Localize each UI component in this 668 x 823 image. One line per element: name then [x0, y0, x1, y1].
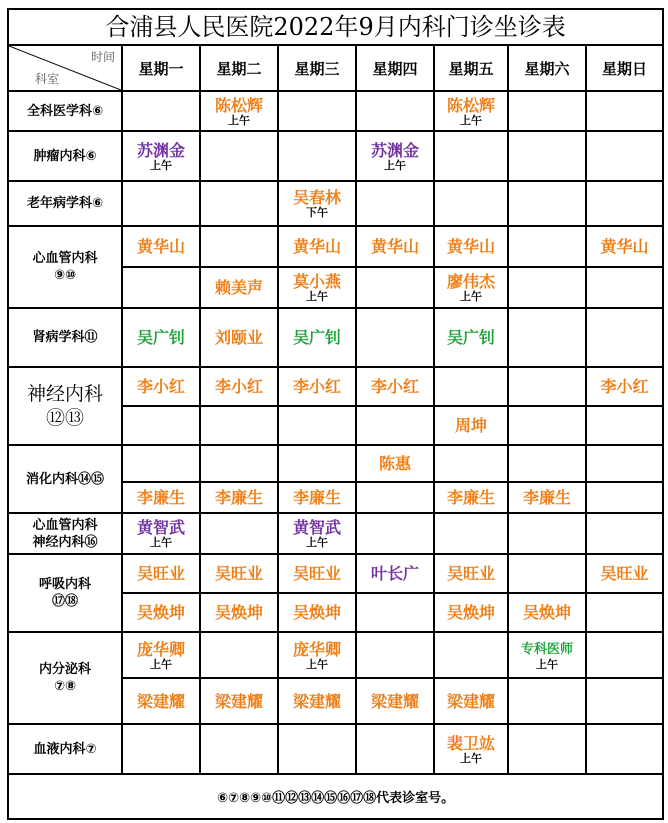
- schedule-cell: [278, 308, 356, 367]
- schedule-cell: [200, 678, 278, 724]
- doctor-name: 陈松辉: [446, 95, 495, 115]
- schedule-cell: [434, 554, 508, 593]
- schedule-cell: [508, 445, 586, 482]
- schedule-cell: [508, 482, 586, 513]
- schedule-cell: [200, 308, 278, 367]
- doctor-name: 李小红: [370, 377, 419, 396]
- dept-endocrinology: [8, 632, 122, 724]
- doctor-name: 吴旺业: [136, 564, 185, 583]
- schedule-cell: [122, 482, 200, 513]
- session-label: 上午: [306, 290, 328, 303]
- schedule-cell: [434, 406, 508, 445]
- doctor-name: 吴焕坤: [214, 603, 263, 622]
- doctor-name: 莫小燕: [292, 272, 341, 291]
- doctor-name: 梁建耀: [214, 691, 263, 711]
- schedule-cell: [356, 181, 434, 226]
- schedule-cell: [122, 593, 200, 632]
- dept-cardio-neuro-line2: 神经内科⑯: [32, 534, 98, 550]
- session-label: 上午: [460, 290, 482, 303]
- schedule-cell: [122, 554, 200, 593]
- schedule-cell: [200, 181, 278, 226]
- session-label: 上午: [150, 158, 172, 172]
- schedule-cell: [434, 513, 508, 554]
- schedule-cell: [508, 678, 586, 724]
- schedule-cell: [122, 267, 200, 308]
- doctor-name: 梁建耀: [446, 691, 495, 711]
- schedule-cell: [586, 367, 663, 406]
- schedule-cell: [278, 678, 356, 724]
- dept-hematology: 血液内科⑦: [8, 724, 122, 774]
- clinic-schedule-table: [7, 8, 664, 820]
- schedule-cell: [278, 445, 356, 482]
- dept-endocrinology-rooms: ⑦⑧: [53, 679, 76, 694]
- doctor-name: 梁建耀: [292, 691, 341, 711]
- schedule-cell: [434, 445, 508, 482]
- day-header-tue: 星期二: [200, 45, 278, 91]
- doctor-name: 吴春林: [292, 188, 341, 207]
- doctor-name: 黄华山: [136, 237, 185, 256]
- schedule-cell: [356, 406, 434, 445]
- schedule-cell: [278, 226, 356, 267]
- dept-cardiology: [8, 226, 122, 308]
- dept-neurology: [8, 367, 122, 445]
- schedule-cell: [122, 91, 200, 131]
- schedule-cell: [200, 513, 278, 554]
- schedule-cell: [586, 445, 663, 482]
- schedule-cell: [356, 513, 434, 554]
- doctor-name: 李小红: [600, 377, 649, 396]
- dept-cardiology-name: 心血管内科: [32, 251, 98, 266]
- schedule-cell: [122, 226, 200, 267]
- header-corner-cell: [8, 45, 122, 91]
- schedule-cell: [278, 91, 356, 131]
- schedule-cell: [356, 91, 434, 131]
- schedule-cell: [586, 131, 663, 181]
- doctor-name: 李廉生: [214, 488, 263, 507]
- schedule-cell: [122, 181, 200, 226]
- doctor-name: 吴广钊: [292, 328, 341, 347]
- schedule-cell: [356, 482, 434, 513]
- doctor-name: 庞华卿: [292, 639, 341, 659]
- schedule-cell: [200, 91, 278, 131]
- schedule-cell: [586, 308, 663, 367]
- day-header-sun: 星期日: [586, 45, 663, 91]
- schedule-cell: [200, 482, 278, 513]
- schedule-cell: [586, 181, 663, 226]
- schedule-cell: [200, 593, 278, 632]
- corner-dept-label: 科室: [35, 72, 60, 86]
- schedule-cell: [508, 406, 586, 445]
- schedule-cell: [278, 367, 356, 406]
- schedule-cell: [508, 632, 586, 678]
- schedule-cell: [434, 181, 508, 226]
- schedule-cell: [278, 724, 356, 774]
- schedule-cell: [434, 308, 508, 367]
- schedule-cell: [434, 226, 508, 267]
- schedule-cell: [356, 632, 434, 678]
- schedule-cell: [434, 593, 508, 632]
- day-header-fri: 星期五: [434, 45, 508, 91]
- dept-cardiology-rooms: ⑨⑩: [53, 268, 76, 283]
- schedule-cell: [434, 131, 508, 181]
- dept-nephrology: 肾病学科⑪: [8, 308, 122, 367]
- schedule-cell: [586, 406, 663, 445]
- schedule-cell: [200, 724, 278, 774]
- schedule-cell: [586, 226, 663, 267]
- session-label: 下午: [306, 206, 328, 219]
- doctor-name: 陈惠: [378, 454, 411, 473]
- schedule-cell: [586, 482, 663, 513]
- schedule-cell: [356, 267, 434, 308]
- schedule-cell: [278, 554, 356, 593]
- doctor-name: 吴焕坤: [136, 603, 185, 622]
- schedule-cell: [200, 632, 278, 678]
- dept-neurology-name: 神经内科: [26, 383, 103, 405]
- doctor-name: 黄华山: [600, 237, 649, 256]
- doctor-name: 吴旺业: [214, 564, 263, 583]
- schedule-cell: [508, 513, 586, 554]
- session-label: 上午: [460, 751, 482, 765]
- dept-general: 全科医学科⑥: [8, 91, 122, 131]
- doctor-name: 吴旺业: [446, 564, 495, 583]
- schedule-cell: [122, 632, 200, 678]
- doctor-name: 吴广钊: [446, 328, 495, 347]
- dept-cardio-neuro: [8, 513, 122, 554]
- schedule-cell: [434, 724, 508, 774]
- doctor-name: 黄华山: [446, 237, 495, 256]
- schedule-cell: [508, 131, 586, 181]
- schedule-cell: [508, 308, 586, 367]
- schedule-cell: [434, 482, 508, 513]
- schedule-cell: [508, 267, 586, 308]
- doctor-name: 专科医师: [520, 641, 573, 657]
- schedule-cell: [278, 482, 356, 513]
- schedule-cell: [200, 226, 278, 267]
- schedule-title: 合浦县人民医院2022年9月内科门诊坐诊表: [8, 9, 663, 45]
- schedule-cell: [200, 406, 278, 445]
- doctor-name: 刘颐业: [214, 328, 263, 347]
- schedule-cell: [586, 678, 663, 724]
- doctor-name: 周坤: [454, 416, 487, 435]
- schedule-cell: [122, 406, 200, 445]
- doctor-name: 梁建耀: [136, 691, 185, 711]
- dept-endocrinology-name: 内分泌科: [38, 662, 91, 677]
- doctor-name: 李廉生: [292, 488, 341, 507]
- schedule-cell: [356, 724, 434, 774]
- schedule-cell: [200, 267, 278, 308]
- schedule-cell: [434, 267, 508, 308]
- schedule-cell: [586, 632, 663, 678]
- schedule-cell: [122, 308, 200, 367]
- schedule-cell: [586, 91, 663, 131]
- schedule-cell: [586, 554, 663, 593]
- schedule-cell: [200, 554, 278, 593]
- schedule-cell: [122, 131, 200, 181]
- schedule-cell: [122, 367, 200, 406]
- doctor-name: 李小红: [136, 377, 185, 396]
- doctor-name: 吴焕坤: [292, 603, 341, 622]
- schedule-cell: [508, 181, 586, 226]
- doctor-name: 梁建耀: [370, 691, 419, 711]
- session-label: 上午: [228, 113, 250, 127]
- doctor-name: 吴焕坤: [522, 603, 571, 622]
- schedule-cell: [434, 678, 508, 724]
- session-label: 上午: [150, 657, 172, 671]
- session-label: 上午: [150, 536, 172, 549]
- schedule-cell: [200, 445, 278, 482]
- session-label: 上午: [536, 657, 558, 671]
- schedule-cell: [508, 724, 586, 774]
- schedule-cell: [434, 91, 508, 131]
- dept-geriatric: 老年病学科⑥: [8, 181, 122, 226]
- schedule-cell: [278, 131, 356, 181]
- schedule-cell: [278, 406, 356, 445]
- room-number-note: ⑥⑦⑧⑨⑩⑪⑫⑬⑭⑮⑯⑰⑱代表诊室号。: [8, 774, 663, 819]
- schedule-cell: [508, 367, 586, 406]
- doctor-name: 庞华卿: [136, 639, 185, 659]
- schedule-cell: [122, 445, 200, 482]
- day-header-wed: 星期三: [278, 45, 356, 91]
- schedule-cell: [508, 593, 586, 632]
- schedule-cell: [586, 513, 663, 554]
- doctor-name: 黄华山: [292, 237, 341, 256]
- schedule-cell: [434, 632, 508, 678]
- schedule-cell: [278, 267, 356, 308]
- schedule-cell: [278, 593, 356, 632]
- doctor-name: 吴广钊: [136, 328, 185, 347]
- doctor-name: 黄智武: [292, 518, 341, 537]
- schedule-cell: [278, 181, 356, 226]
- doctor-name: 苏渊金: [136, 140, 185, 160]
- doctor-name: 陈松辉: [214, 95, 263, 115]
- doctor-name: 廖伟杰: [446, 272, 495, 291]
- schedule-cell: [122, 724, 200, 774]
- doctor-name: 李廉生: [136, 488, 185, 507]
- dept-oncology: 肿瘤内科⑥: [8, 131, 122, 181]
- doctor-name: 李廉生: [446, 488, 495, 507]
- doctor-name: 吴旺业: [600, 564, 649, 583]
- schedule-cell: [586, 724, 663, 774]
- schedule-cell: [122, 513, 200, 554]
- doctor-name: 黄华山: [370, 237, 419, 256]
- doctor-name: 吴旺业: [292, 564, 341, 583]
- schedule-cell: [356, 367, 434, 406]
- dept-respiratory: [8, 554, 122, 632]
- corner-time-label: 时间: [90, 50, 115, 64]
- schedule-cell: [356, 445, 434, 482]
- schedule-cell: [278, 632, 356, 678]
- dept-neurology-rooms: ⑫⑬: [45, 407, 84, 429]
- schedule-cell: [508, 226, 586, 267]
- doctor-name: 李小红: [292, 377, 341, 396]
- session-label: 上午: [306, 536, 328, 549]
- doctor-name: 黄智武: [136, 518, 185, 537]
- schedule-cell: [434, 367, 508, 406]
- schedule-cell: [200, 131, 278, 181]
- day-header-sat: 星期六: [508, 45, 586, 91]
- schedule-cell: [356, 308, 434, 367]
- doctor-name: 李小红: [214, 377, 263, 396]
- doctor-name: 吴焕坤: [446, 603, 495, 622]
- day-header-thu: 星期四: [356, 45, 434, 91]
- schedule-cell: [278, 513, 356, 554]
- schedule-cell: [356, 226, 434, 267]
- dept-cardio-neuro-line1: 心血管内科: [32, 517, 98, 533]
- day-header-mon: 星期一: [122, 45, 200, 91]
- doctor-name: 叶长广: [370, 564, 419, 583]
- doctor-name: 赖美声: [214, 278, 263, 297]
- dept-respiratory-name: 呼吸内科: [38, 577, 91, 592]
- schedule-cell: [508, 91, 586, 131]
- schedule-cell: [200, 367, 278, 406]
- dept-respiratory-rooms: ⑰⑱: [51, 594, 78, 609]
- doctor-name: 李廉生: [522, 488, 571, 507]
- schedule-cell: [356, 554, 434, 593]
- session-label: 上午: [460, 113, 482, 127]
- schedule-cell: [356, 131, 434, 181]
- schedule-cell: [122, 678, 200, 724]
- doctor-name: 苏渊金: [370, 140, 419, 160]
- schedule-cell: [508, 554, 586, 593]
- schedule-cell: [356, 678, 434, 724]
- schedule-cell: [586, 267, 663, 308]
- schedule-cell: [586, 593, 663, 632]
- schedule-cell: [356, 593, 434, 632]
- doctor-name: 裴卫竑: [446, 733, 495, 753]
- session-label: 上午: [306, 657, 328, 671]
- dept-gastroenterology: 消化内科⑭⑮: [8, 445, 122, 513]
- session-label: 上午: [384, 158, 406, 172]
